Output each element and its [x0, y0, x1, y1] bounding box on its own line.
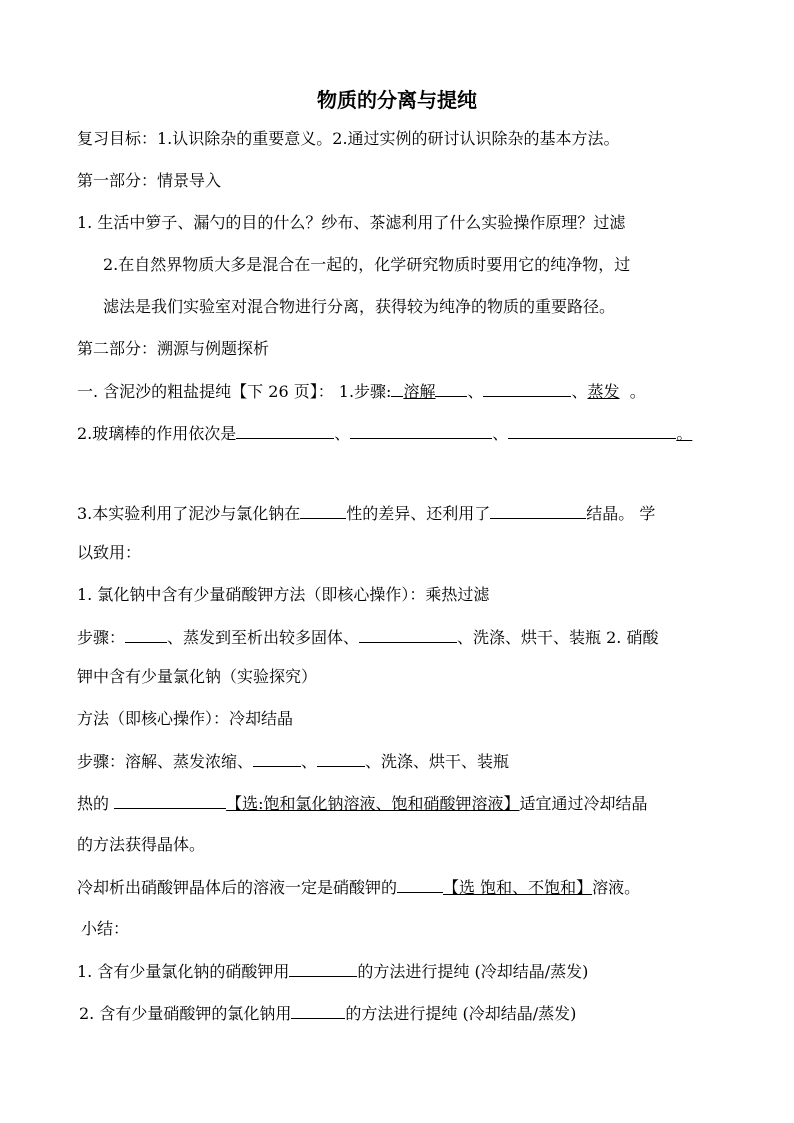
method-2-core: 方法（即核心操作）：冷却结晶: [77, 709, 294, 728]
summary-1-text-b: 的方法进行提纯 (冷却结晶/蒸发): [357, 962, 589, 981]
separator: 、: [492, 424, 509, 443]
fill-blank[interactable]: [397, 876, 443, 893]
glass-rod-prefix: 2.玻璃棒的作用依次是: [77, 424, 237, 443]
summary-1-text-a: 1. 含有少量氯化钠的硝酸钾用: [77, 962, 290, 981]
steps-text-b: 、洗涤、烘干、装瓶: [365, 752, 510, 771]
fill-blank[interactable]: [508, 422, 676, 439]
period: 。: [676, 424, 693, 443]
salt-purification-steps: [77, 380, 646, 403]
steps-text-c: 、洗涤、烘干、装瓶 2. 硝酸: [457, 628, 659, 647]
fill-blank[interactable]: [300, 502, 346, 519]
hot-text-c: 适宜通过冷却结晶: [519, 794, 648, 813]
summary-item-1: [77, 960, 588, 983]
fill-blank[interactable]: [289, 960, 357, 977]
steps-prefix: 一. 含泥沙的粗盐提纯【下 26 页】： 1.步骤:: [77, 382, 392, 401]
hot-text-a: 热的: [77, 794, 110, 813]
fill-blank[interactable]: [483, 380, 571, 397]
fill-blank[interactable]: [291, 1002, 345, 1019]
step-evaporate: 蒸发: [587, 382, 620, 401]
cool-text-c: 溶液。: [592, 878, 641, 897]
part1-heading: 第一部分：情景导入: [77, 171, 222, 190]
cool-text-a: 冷却析出硝酸钾晶体后的溶液一定是硝酸钾的: [77, 878, 398, 897]
step-dissolve: 溶解: [403, 382, 436, 401]
summary-label: 小结：: [81, 919, 130, 938]
fill-blank[interactable]: [435, 380, 467, 397]
summary-2-text-b: 的方法进行提纯 (冷却结晶/蒸发): [345, 1004, 577, 1023]
method-2: 钾中含有少量氯化钠（实验探究）: [77, 667, 318, 686]
fill-blank[interactable]: [391, 380, 403, 397]
cool-options: 【选 饱和、不饱和】: [443, 878, 593, 897]
part1-question-2-line2: 滤法是我们实验室对混合物进行分离，获得较为纯净的物质的重要路径。: [103, 297, 616, 316]
fill-blank[interactable]: [350, 422, 492, 439]
steps-label: 步骤：: [77, 628, 126, 647]
hot-solution-question-end: 的方法获得晶体。: [77, 835, 206, 854]
hot-options: 【选:饱和氯化钠溶液、饱和硝酸钾溶液】: [226, 794, 520, 813]
method-1: 1. 氯化钠中含有少量硝酸钾方法（即核心操作）：乘热过滤: [77, 585, 490, 604]
summary-item-2: [79, 1002, 576, 1025]
glass-rod-role: [77, 422, 692, 445]
separator: 、: [301, 752, 318, 771]
principle-text-b: 性的差异、还利用了: [346, 504, 491, 523]
apply-label: 以致用：: [77, 543, 142, 562]
summary-2-text-a: 2. 含有少量硝酸钾的氯化钠用: [79, 1004, 292, 1023]
method-2-steps: [77, 750, 509, 773]
fill-blank[interactable]: [236, 422, 334, 439]
method-1-steps: [77, 626, 658, 649]
separator: 、: [334, 424, 351, 443]
cooling-question: [77, 876, 640, 899]
steps-text-a: 步骤：溶解、蒸发浓缩、: [77, 752, 254, 771]
review-goal: 复习目标：1.认识除杂的重要意义。2.通过实例的研讨认识除杂的基本方法。: [77, 129, 620, 148]
hot-solution-question: [77, 792, 648, 815]
fill-blank[interactable]: [359, 626, 457, 643]
page-title: 物质的分离与提纯: [317, 88, 477, 112]
part1-question-1: 1. 生活中箩子、漏勺的目的什么？纱布、茶滤利用了什么实验操作原理？过滤: [77, 213, 626, 232]
steps-text-b: 、蒸发到至析出较多固体、: [167, 628, 360, 647]
principle-text-a: 3.本实验利用了泥沙与氯化钠在: [77, 504, 301, 523]
separator: 、: [467, 382, 484, 401]
separator: 、: [571, 382, 588, 401]
experiment-principle: [77, 502, 655, 525]
principle-text-c: 结晶。 学: [586, 504, 656, 523]
part2-heading: 第二部分：溯源与例题探析: [77, 339, 270, 358]
period: 。: [629, 382, 646, 401]
part1-question-2-line1: 2.在自然界物质大多是混合在一起的，化学研究物质时要用它的纯净物，过: [103, 255, 631, 274]
fill-blank[interactable]: [490, 502, 586, 519]
fill-blank[interactable]: [114, 792, 226, 809]
fill-blank[interactable]: [253, 750, 301, 767]
fill-blank[interactable]: [125, 626, 167, 643]
fill-blank[interactable]: [317, 750, 365, 767]
